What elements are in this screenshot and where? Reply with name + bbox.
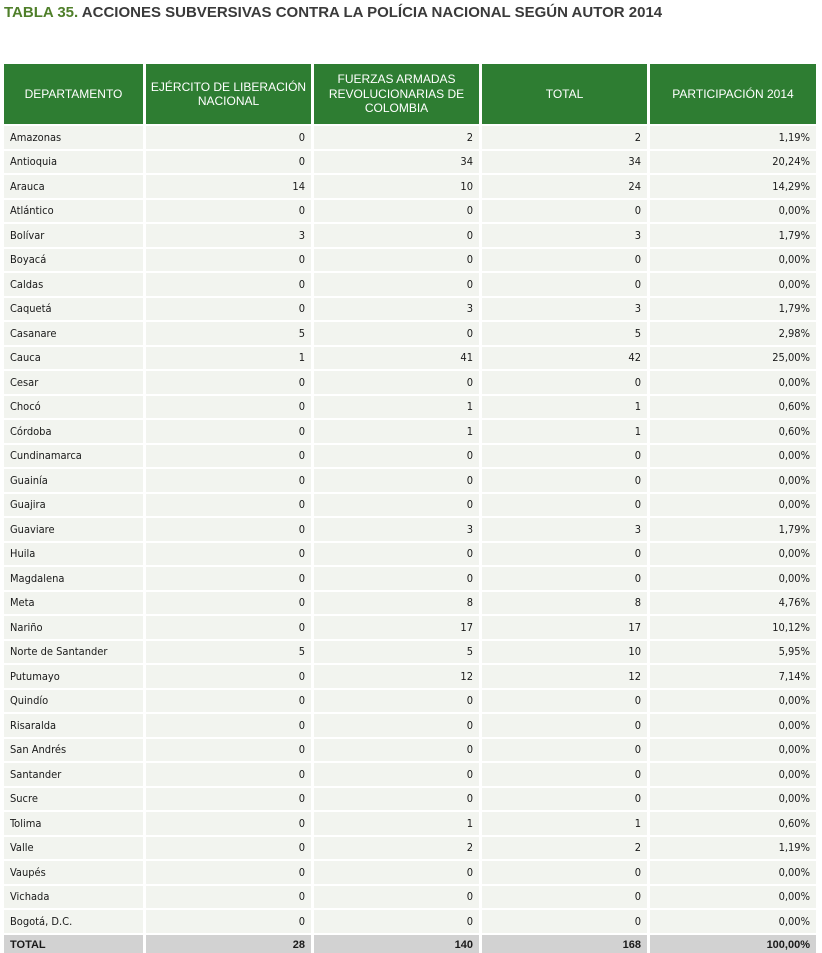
cell-participacion: 0,00% [650, 273, 816, 296]
cell-participacion: 0,60% [650, 812, 816, 835]
cell-participacion: 0,00% [650, 690, 816, 713]
cell-farc: 0 [314, 567, 479, 590]
cell-participacion: 0,00% [650, 469, 816, 492]
cell-departamento: Guaviare [4, 518, 143, 541]
table-row [4, 616, 816, 639]
cell-total: 8 [482, 592, 647, 615]
cell-total: 0 [482, 690, 647, 713]
cell-participacion: 0,00% [650, 763, 816, 786]
cell-participacion: 1,19% [650, 837, 816, 860]
table-row [4, 910, 816, 933]
cell-farc: 0 [314, 273, 479, 296]
cell-eln: 0 [146, 788, 311, 811]
table-row [4, 249, 816, 272]
cell-total: 0 [482, 788, 647, 811]
cell-total: 1 [482, 396, 647, 419]
cell-farc: 0 [314, 543, 479, 566]
cell-total: 3 [482, 224, 647, 247]
cell-departamento: Guajira [4, 494, 143, 517]
table-row [4, 592, 816, 615]
cell-farc: 0 [314, 322, 479, 345]
cell-farc: 0 [314, 763, 479, 786]
cell-total: 17 [482, 616, 647, 639]
cell-departamento: Caldas [4, 273, 143, 296]
cell-eln: 5 [146, 322, 311, 345]
cell-total: 0 [482, 371, 647, 394]
cell-total: 42 [482, 347, 647, 370]
cell-participacion: 1,19% [650, 126, 816, 149]
table-row [4, 788, 816, 811]
table-row [4, 420, 816, 443]
cell-departamento: Atlántico [4, 200, 143, 223]
cell-departamento: Huila [4, 543, 143, 566]
cell-participacion: 25,00% [650, 347, 816, 370]
cell-farc: 0 [314, 714, 479, 737]
cell-eln: 0 [146, 739, 311, 762]
cell-eln: 0 [146, 273, 311, 296]
cell-participacion: 20,24% [650, 151, 816, 174]
cell-departamento: Magdalena [4, 567, 143, 590]
cell-departamento: Vichada [4, 886, 143, 909]
cell-total: 1 [482, 812, 647, 835]
table-row [4, 763, 816, 786]
cell-farc: 5 [314, 641, 479, 664]
cell-departamento: Caquetá [4, 298, 143, 321]
header-eln: EJÉRCITO DE LIBERACIÓN NACIONAL [146, 64, 311, 124]
cell-total: 2 [482, 126, 647, 149]
cell-farc: 0 [314, 690, 479, 713]
cell-eln: 0 [146, 494, 311, 517]
cell-eln: 14 [146, 175, 311, 198]
cell-departamento: Tolima [4, 812, 143, 835]
cell-eln: 0 [146, 249, 311, 272]
cell-eln: 0 [146, 469, 311, 492]
cell-eln: 0 [146, 910, 311, 933]
cell-participacion: 5,95% [650, 641, 816, 664]
cell-farc: 0 [314, 445, 479, 468]
table-title-text: ACCIONES SUBVERSIVAS CONTRA LA POLÍCIA NACIONAL SEGÚN AUTOR 2014 [78, 4, 663, 21]
table-row [4, 641, 816, 664]
cell-participacion: 0,00% [650, 714, 816, 737]
cell-total: 0 [482, 469, 647, 492]
cell-farc: 0 [314, 249, 479, 272]
table-row [4, 518, 816, 541]
cell-eln: 0 [146, 665, 311, 688]
cell-participacion: 0,00% [650, 910, 816, 933]
cell-eln: 0 [146, 763, 311, 786]
cell-total: 10 [482, 641, 647, 664]
header-total: TOTAL [482, 64, 647, 124]
header-farc: FUERZAS ARMADAS REVOLUCIONARIAS DE COLOMBIA [314, 64, 479, 124]
cell-farc: 0 [314, 910, 479, 933]
cell-eln: 0 [146, 616, 311, 639]
cell-farc: 0 [314, 739, 479, 762]
table-row [4, 371, 816, 394]
table-row [4, 886, 816, 909]
cell-farc: 8 [314, 592, 479, 615]
cell-eln: 0 [146, 420, 311, 443]
cell-total: 0 [482, 567, 647, 590]
table-row [4, 298, 816, 321]
cell-departamento: Risaralda [4, 714, 143, 737]
cell-farc: 1 [314, 812, 479, 835]
cell-total: 0 [482, 714, 647, 737]
cell-total: 24 [482, 175, 647, 198]
cell-participacion: 0,00% [650, 445, 816, 468]
table-row [4, 690, 816, 713]
cell-farc: 0 [314, 494, 479, 517]
header-row [4, 64, 816, 124]
cell-eln: 0 [146, 126, 311, 149]
cell-departamento: Putumayo [4, 665, 143, 688]
cell-participacion: 14,29% [650, 175, 816, 198]
cell-total: 2 [482, 837, 647, 860]
cell-farc: 3 [314, 298, 479, 321]
cell-eln: 0 [146, 151, 311, 174]
table-row [4, 347, 816, 370]
cell-participacion: 10,12% [650, 616, 816, 639]
cell-total: 0 [482, 200, 647, 223]
table-row [4, 200, 816, 223]
totals-total: 168 [482, 935, 647, 953]
cell-eln: 0 [146, 886, 311, 909]
cell-departamento: Arauca [4, 175, 143, 198]
cell-participacion: 0,00% [650, 494, 816, 517]
cell-farc: 0 [314, 788, 479, 811]
cell-total: 0 [482, 861, 647, 884]
table-row [4, 494, 816, 517]
cell-departamento: Norte de Santander [4, 641, 143, 664]
cell-participacion: 2,98% [650, 322, 816, 345]
cell-departamento: Bogotá, D.C. [4, 910, 143, 933]
table-row [4, 126, 816, 149]
cell-total: 3 [482, 518, 647, 541]
table-row [4, 322, 816, 345]
cell-farc: 34 [314, 151, 479, 174]
cell-eln: 0 [146, 445, 311, 468]
cell-farc: 0 [314, 200, 479, 223]
table-row [4, 469, 816, 492]
totals-label: TOTAL [4, 935, 143, 953]
cell-departamento: Bolívar [4, 224, 143, 247]
cell-departamento: Chocó [4, 396, 143, 419]
cell-total: 0 [482, 739, 647, 762]
cell-participacion: 0,00% [650, 861, 816, 884]
cell-participacion: 0,60% [650, 396, 816, 419]
cell-departamento: Valle [4, 837, 143, 860]
table-row [4, 273, 816, 296]
header-departamento: DEPARTAMENTO [4, 64, 143, 124]
cell-participacion: 1,79% [650, 298, 816, 321]
cell-farc: 1 [314, 420, 479, 443]
cell-participacion: 1,79% [650, 224, 816, 247]
table-row [4, 567, 816, 590]
cell-total: 1 [482, 420, 647, 443]
cell-departamento: Santander [4, 763, 143, 786]
cell-total: 0 [482, 494, 647, 517]
cell-total: 34 [482, 151, 647, 174]
cell-participacion: 4,76% [650, 592, 816, 615]
cell-eln: 0 [146, 714, 311, 737]
table-row [4, 812, 816, 835]
table-row [4, 837, 816, 860]
cell-eln: 0 [146, 567, 311, 590]
cell-farc: 2 [314, 126, 479, 149]
table-number: TABLA 35. [4, 4, 79, 21]
table-row [4, 543, 816, 566]
cell-total: 5 [482, 322, 647, 345]
header-participacion: PARTICIPACIÓN 2014 [650, 64, 816, 124]
cell-departamento: Sucre [4, 788, 143, 811]
cell-eln: 0 [146, 298, 311, 321]
table-row [4, 151, 816, 174]
cell-eln: 0 [146, 200, 311, 223]
cell-total: 12 [482, 665, 647, 688]
table-row [4, 861, 816, 884]
table-row [4, 714, 816, 737]
cell-departamento: Vaupés [4, 861, 143, 884]
cell-eln: 0 [146, 837, 311, 860]
cell-eln: 5 [146, 641, 311, 664]
cell-total: 0 [482, 886, 647, 909]
cell-eln: 0 [146, 592, 311, 615]
cell-farc: 0 [314, 861, 479, 884]
cell-total: 0 [482, 273, 647, 296]
cell-participacion: 0,00% [650, 200, 816, 223]
cell-farc: 17 [314, 616, 479, 639]
cell-eln: 1 [146, 347, 311, 370]
cell-eln: 0 [146, 812, 311, 835]
cell-farc: 3 [314, 518, 479, 541]
cell-participacion: 0,60% [650, 420, 816, 443]
table-row [4, 739, 816, 762]
cell-participacion: 0,00% [650, 788, 816, 811]
cell-departamento: Guainía [4, 469, 143, 492]
data-table [1, 62, 819, 953]
cell-departamento: Boyacá [4, 249, 143, 272]
cell-total: 0 [482, 249, 647, 272]
cell-farc: 2 [314, 837, 479, 860]
cell-participacion: 0,00% [650, 543, 816, 566]
cell-farc: 12 [314, 665, 479, 688]
cell-departamento: Cesar [4, 371, 143, 394]
cell-participacion: 0,00% [650, 739, 816, 762]
cell-departamento: Meta [4, 592, 143, 615]
cell-farc: 0 [314, 371, 479, 394]
table-row [4, 396, 816, 419]
cell-total: 3 [482, 298, 647, 321]
cell-departamento: Cundinamarca [4, 445, 143, 468]
cell-departamento: Amazonas [4, 126, 143, 149]
cell-farc: 41 [314, 347, 479, 370]
cell-departamento: Córdoba [4, 420, 143, 443]
cell-farc: 0 [314, 224, 479, 247]
cell-eln: 0 [146, 371, 311, 394]
cell-farc: 0 [314, 886, 479, 909]
cell-departamento: Nariño [4, 616, 143, 639]
totals-participacion: 100,00% [650, 935, 816, 953]
table-body [4, 126, 816, 933]
totals-farc: 140 [314, 935, 479, 953]
cell-total: 0 [482, 445, 647, 468]
cell-participacion: 0,00% [650, 371, 816, 394]
totals-row [4, 935, 816, 953]
cell-participacion: 1,79% [650, 518, 816, 541]
cell-participacion: 0,00% [650, 567, 816, 590]
cell-eln: 0 [146, 690, 311, 713]
cell-eln: 0 [146, 396, 311, 419]
table-row [4, 665, 816, 688]
table-title [4, 4, 662, 21]
cell-total: 0 [482, 763, 647, 786]
totals-eln: 28 [146, 935, 311, 953]
cell-eln: 0 [146, 518, 311, 541]
cell-farc: 1 [314, 396, 479, 419]
cell-eln: 0 [146, 543, 311, 566]
cell-participacion: 0,00% [650, 249, 816, 272]
table-row [4, 175, 816, 198]
cell-total: 0 [482, 543, 647, 566]
cell-eln: 0 [146, 861, 311, 884]
cell-eln: 3 [146, 224, 311, 247]
table-row [4, 224, 816, 247]
cell-participacion: 0,00% [650, 886, 816, 909]
cell-departamento: Quindío [4, 690, 143, 713]
cell-total: 0 [482, 910, 647, 933]
cell-departamento: Cauca [4, 347, 143, 370]
cell-farc: 0 [314, 469, 479, 492]
cell-departamento: Antioquia [4, 151, 143, 174]
cell-participacion: 7,14% [650, 665, 816, 688]
table-row [4, 445, 816, 468]
cell-departamento: Casanare [4, 322, 143, 345]
cell-departamento: San Andrés [4, 739, 143, 762]
cell-farc: 10 [314, 175, 479, 198]
